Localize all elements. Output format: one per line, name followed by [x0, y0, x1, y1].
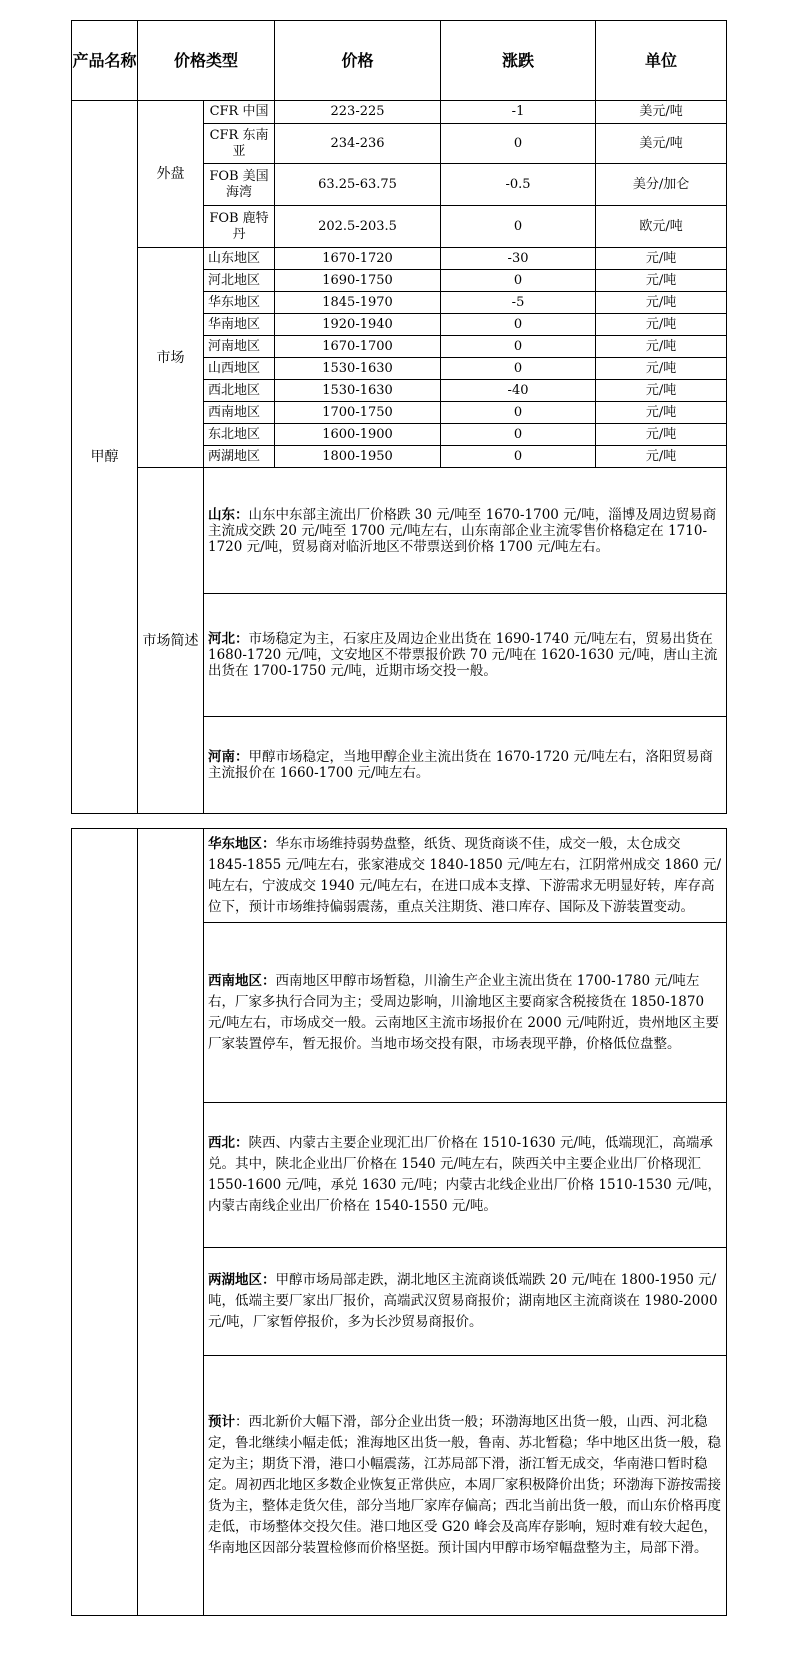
summary-item	[204, 717, 727, 814]
change-cell: -40	[441, 380, 596, 402]
table-row	[72, 248, 727, 270]
header-unit: 单位	[596, 21, 727, 101]
region-cell: 华南地区	[204, 314, 275, 336]
summary-title: 河北：	[208, 631, 249, 647]
header-product-name: 产品名称	[72, 21, 138, 101]
note-text: 陕西、内蒙古主要企业现汇出厂价格在 1510-1630 元/吨，低端现汇，高端承兑。其中，陕北企业出厂价格在 1540 元/吨左右，陕西关中主要企业出厂价格现汇 1550-1600 元/吨，承兑 1630 元/吨；内蒙古北线企业出厂价格 1510-1530 元/吨，内蒙古南线企业出厂价格在 1540-1550 元/吨。	[208, 1135, 722, 1214]
change-cell: 0	[441, 424, 596, 446]
price-cell: 63.25-63.75	[275, 164, 441, 206]
unit-cell: 欧元/吨	[596, 206, 727, 248]
price-cell: 1700-1750	[275, 402, 441, 424]
change-cell: -5	[441, 292, 596, 314]
price-cell: 1845-1970	[275, 292, 441, 314]
summary-text: 市场稳定为主，石家庄及周边企业出货在 1690-1740 元/吨左右，贸易出货在 1680-1720 元/吨，文安地区不带票报价跌 70 元/吨在 1620-1630 元/吨，唐山主流出货在 1700-1750 元/吨，近期市场交投一般。	[208, 631, 718, 679]
note-item	[204, 1103, 727, 1248]
notes-row	[72, 829, 727, 923]
change-cell: 0	[441, 402, 596, 424]
note-item	[204, 1356, 727, 1616]
unit-cell: 元/吨	[596, 424, 727, 446]
summary-title: 山东：	[208, 506, 249, 523]
unit-cell: 美元/吨	[596, 124, 727, 164]
price-cell: 223-225	[275, 101, 441, 124]
region-cell: 西北地区	[204, 380, 275, 402]
summary-item	[204, 594, 727, 717]
region-cell: FOB 美国海湾	[204, 164, 275, 206]
change-cell: 0	[441, 336, 596, 358]
note-item	[204, 923, 727, 1103]
unit-cell: 元/吨	[596, 248, 727, 270]
price-cell: 1690-1750	[275, 270, 441, 292]
note-text: 甲醇市场局部走跌，湖北地区主流商谈低端跌 20 元/吨在 1800-1950 元/吨，低端主要厂家出厂报价，高端武汉贸易商报价；湖南地区主流商谈在 1980-2000 元/吨，厂家暂停报价，多为长沙贸易商报价。	[208, 1272, 718, 1330]
price-cell: 1670-1700	[275, 336, 441, 358]
note-title: 华东地区：	[208, 835, 276, 852]
change-cell: 0	[441, 124, 596, 164]
unit-cell: 元/吨	[596, 380, 727, 402]
summary-item	[204, 468, 727, 594]
change-cell: -0.5	[441, 164, 596, 206]
unit-cell: 元/吨	[596, 314, 727, 336]
change-cell: 0	[441, 446, 596, 468]
note-text: 华东市场维持弱势盘整，纸货、现货商谈不佳，成交一般，太仓成交 1845-1855 元/吨左右，张家港成交 1840-1850 元/吨左右，江阴常州成交 1860 元/吨左右，宁波成交 1940 元/吨左右，在进口成本支撑、下游需求无明显好转，库存高位下，预计市场维持偏弱震荡，重点关注期货、港口库存、国际及下游装置变动。	[208, 835, 722, 915]
market-label: 市场	[138, 248, 204, 468]
summary-text: 山东中东部主流出厂价格跌 30 元/吨至 1670-1700 元/吨，淄博及周边贸易商主流成交跌 20 元/吨至 1700 元/吨左右，山东南部企业主流零售价格稳定在 1710-1720 元/吨，贸易商对临沂地区不带票送到价格 1700 元/吨左右。	[208, 506, 717, 555]
change-cell: -1	[441, 101, 596, 124]
region-cell: FOB 鹿特丹	[204, 206, 275, 248]
note-title: 西北：	[208, 1135, 249, 1151]
price-cell: 1800-1950	[275, 446, 441, 468]
change-cell: 0	[441, 314, 596, 336]
unit-cell: 美元/吨	[596, 101, 727, 124]
price-cell: 1530-1630	[275, 358, 441, 380]
note-item	[204, 1248, 727, 1356]
header-price-type: 价格类型	[138, 21, 275, 101]
change-cell: -30	[441, 248, 596, 270]
price-cell: 234-236	[275, 124, 441, 164]
empty-cell	[72, 829, 138, 1616]
price-cell: 202.5-203.5	[275, 206, 441, 248]
overseas-label: 外盘	[138, 101, 204, 248]
region-cell: 西南地区	[204, 402, 275, 424]
price-cell: 1530-1630	[275, 380, 441, 402]
region-cell: CFR 东南亚	[204, 124, 275, 164]
region-cell: 华东地区	[204, 292, 275, 314]
notes-table	[71, 828, 727, 1616]
change-cell: 0	[441, 270, 596, 292]
price-cell: 1600-1900	[275, 424, 441, 446]
header-change: 涨跌	[441, 21, 596, 101]
table-row	[72, 101, 727, 124]
note-item	[204, 829, 727, 923]
change-cell: 0	[441, 206, 596, 248]
unit-cell: 美分/加仑	[596, 164, 727, 206]
header-price: 价格	[275, 21, 441, 101]
region-cell: 河北地区	[204, 270, 275, 292]
unit-cell: 元/吨	[596, 446, 727, 468]
note-title: 两湖地区：	[208, 1272, 276, 1288]
summary-row	[72, 468, 727, 594]
unit-cell: 元/吨	[596, 358, 727, 380]
price-cell: 1670-1720	[275, 248, 441, 270]
note-title: 预计	[208, 1414, 235, 1430]
change-cell: 0	[441, 358, 596, 380]
summary-text: 甲醇市场稳定，当地甲醇企业主流出货在 1670-1720 元/吨左右，洛阳贸易商主流报价在 1660-1700 元/吨左右。	[208, 749, 713, 781]
summary-label: 市场简述	[138, 468, 204, 814]
price-table	[71, 20, 727, 814]
unit-cell: 元/吨	[596, 270, 727, 292]
region-cell: 河南地区	[204, 336, 275, 358]
region-cell: 两湖地区	[204, 446, 275, 468]
unit-cell: 元/吨	[596, 292, 727, 314]
empty-cell	[138, 829, 204, 1616]
region-cell: 山东地区	[204, 248, 275, 270]
region-cell: 东北地区	[204, 424, 275, 446]
summary-title: 河南：	[208, 749, 249, 765]
note-text: 西南地区甲醇市场暂稳，川渝生产企业主流出货在 1700-1780 元/吨左右，厂家多执行合同为主；受周边影响，川渝地区主要商家含税接货在 1850-1870 元/吨左右，市场成交一般。云南地区主流市场报价在 2000 元/吨附近，贵州地区主要厂家装置停车，暂无报价。当地市场交投有限，市场表现平静，价格低位盘整。	[208, 972, 720, 1052]
unit-cell: 元/吨	[596, 402, 727, 424]
header-row	[72, 21, 727, 101]
region-cell: 山西地区	[204, 358, 275, 380]
note-title: 西南地区：	[208, 972, 276, 989]
product-cell: 甲醇	[72, 101, 138, 814]
region-cell: CFR 中国	[204, 101, 275, 124]
note-text: ：西北新价大幅下滑，部分企业出货一般；环渤海地区出货一般，山西、河北稳定，鲁北继续小幅走低；淮海地区出货一般，鲁南、苏北暂稳；华中地区出货一般，稳定为主；期货下滑，港口小幅震荡，江苏局部下滑，浙江暂无成交，华南港口暂时稳定。周初西北地区多数企业恢复正常供应，本周厂家积极降价出货；环渤海下游按需接货为主，整体走货欠佳，部分当地厂家库存偏高；西北当前出货一般，而山东价格再度走低，市场整体交投欠佳。港口地区受 G20 峰会及高库存影响，短时难有较大起色，华南地区因部分装置检修而价格坚挺。预计国内甲醇市场窄幅盘整为主，局部下滑。	[208, 1414, 721, 1556]
unit-cell: 元/吨	[596, 336, 727, 358]
price-cell: 1920-1940	[275, 314, 441, 336]
